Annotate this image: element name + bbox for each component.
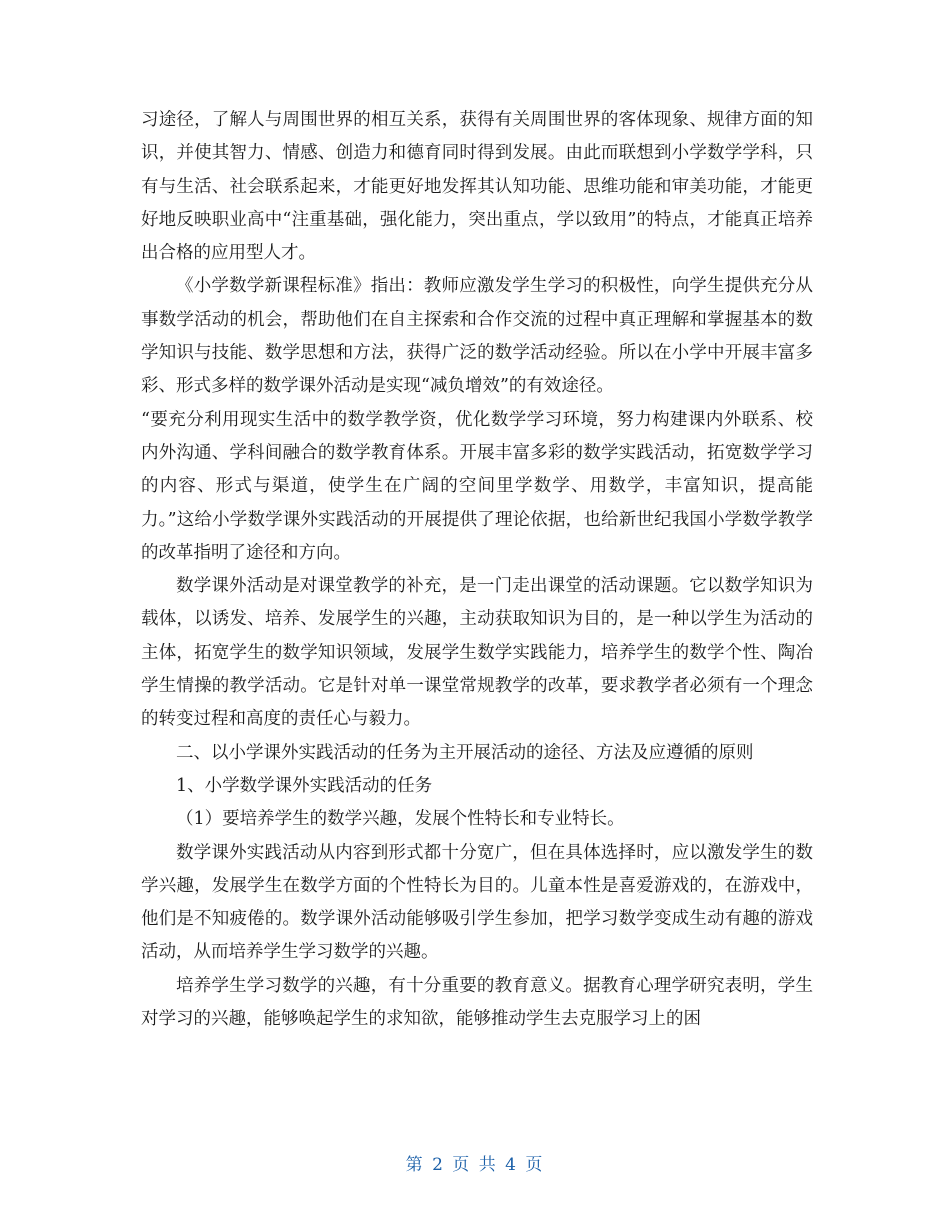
paragraph-significance: 培养学生学习数学的兴趣，有十分重要的教育意义。据教育心理学研究表明，学生对学习的兴趣，能够唤起学生的求知欲，能够推动学生去克服学习上的困: [141, 975, 813, 1030]
paragraph-curriculum-standard: 《小学数学新课程标准》指出：教师应激发学生学习的积极性，向学生提供充分从事数学活动的机会，帮助他们在自主探索和合作交流的过程中真正理解和掌握基本的数学知识与技能、数学思想和方法，获得广泛的数学活动经验。所以在小学中开展丰富多彩、形式多样的数学课外活动是实现“减负增效”的有效途径。: [141, 276, 813, 397]
paragraph-quote: “要充分利用现实生活中的数学教学资，优化数学学习环境，努力构建课内外联系、校内外沟通、学科间融合的数学教育体系。开展丰富多彩的数学实践活动，拓宽数学学习的内容、形式与渠道，使学生在广阔的空间里学数学、用数学，丰富知识，提高能力。”这给小学数学课外实践活动的开展提供了理论依据，也给新世纪我国小学数学教学的改革指明了途径和方向。: [141, 409, 813, 563]
section-heading: 二、以小学课外实践活动的任务为主开展活动的途径、方法及应遵循的原则: [176, 742, 754, 763]
paragraph-interest: 数学课外实践活动从内容到形式都十分宽广，但在具体选择时，应以激发学生的数学兴趣，发展学生在数学方面的个性特长为目的。儿童本性是喜爱游戏的，在游戏中，他们是不知疲倦的。数学课外活动能够吸引学生参加，把学习数学变成生动有趣的游戏活动，从而培养学生学习数学的兴趣。: [141, 842, 813, 963]
paragraph-continued: 习途径，了解人与周围世界的相互关系，获得有关周围世界的客体现象、规律方面的知识，并使其智力、情感、创造力和德育同时得到发展。由此而联想到小学数学学科，只有与生活、社会联系起来，才能更好地发挥其认知功能、思维功能和审美功能，才能更好地反映职业高中“注重基础，强化能力，突出重点，学以致用”的特点，才能真正培养出合格的应用型人才。: [141, 110, 813, 264]
paragraph-extracurricular: 数学课外活动是对课堂教学的补充，是一门走出课堂的活动课题。它以数学知识为载体，以诱发、培养、发展学生的兴趣，主动获取知识为目的，是一种以学生为活动的主体，拓宽学生的数学知识领域，发展学生数学实践能力，培养学生的数学个性、陶冶学生情操的教学活动。它是针对单一课堂常规教学的改革，要求教学者必须有一个理念的转变过程和高度的责任心与毅力。: [141, 576, 813, 730]
page-number-footer: 第 2 页 共 4 页: [405, 1155, 545, 1175]
item-heading: （1）要培养学生的数学兴趣，发展个性特长和专业特长。: [176, 809, 625, 830]
document-body: [141, 104, 813, 1036]
subsection-heading: 1、小学数学课外实践活动的任务: [176, 775, 433, 796]
